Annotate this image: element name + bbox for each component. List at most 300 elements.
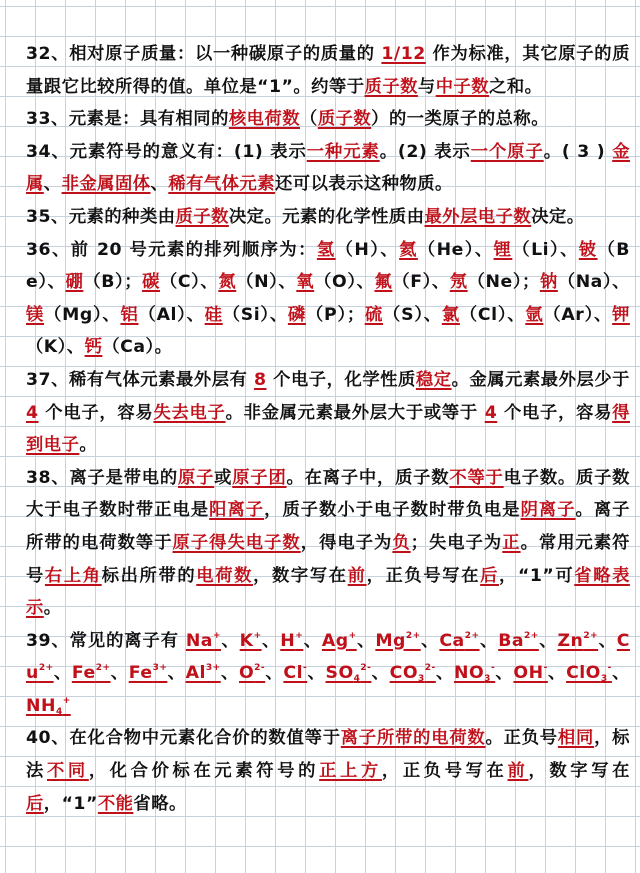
note-text bbox=[214, 468, 232, 488]
term-text: 电子数。质子数大于电子数时带正电是 bbox=[26, 467, 630, 521]
highlighted-term bbox=[98, 794, 134, 814]
term-text: 38、离子是带电的 bbox=[26, 467, 178, 488]
note-text bbox=[495, 663, 513, 683]
note-text bbox=[83, 272, 142, 292]
note-text bbox=[489, 77, 542, 97]
term-text: 氦 bbox=[399, 239, 418, 260]
highlighted-term bbox=[173, 533, 301, 553]
term-text: 质子数 bbox=[364, 76, 418, 97]
highlighted-term bbox=[280, 631, 303, 651]
note-text bbox=[26, 142, 307, 162]
note-text bbox=[253, 566, 348, 586]
highlighted-term bbox=[142, 272, 160, 292]
term-text: （Mg）、 bbox=[44, 304, 121, 325]
term-text: 离子所带的电荷数 bbox=[340, 728, 486, 749]
term-text: ，“1” bbox=[43, 793, 98, 814]
note-text bbox=[300, 109, 318, 129]
term-text: CO bbox=[389, 663, 419, 684]
highlighted-term bbox=[288, 305, 306, 325]
note-37 bbox=[26, 364, 630, 462]
term-text: （Ar）、 bbox=[543, 304, 613, 325]
term-text: 非金属固体 bbox=[61, 174, 151, 195]
charge-superscript: + bbox=[348, 630, 357, 641]
term-text: 碳 bbox=[142, 272, 161, 293]
highlighted-term bbox=[317, 240, 336, 260]
highlighted-term bbox=[449, 468, 503, 488]
term-text: 铍 bbox=[578, 239, 598, 260]
chemistry-notes-sheet bbox=[26, 38, 630, 820]
term-text: 中子数 bbox=[435, 76, 490, 97]
term-text: 氟 bbox=[374, 272, 393, 293]
highlighted-term bbox=[557, 631, 598, 651]
term-text: 决定。元素的化学性质由 bbox=[228, 206, 425, 227]
term-text: ，标法 bbox=[26, 728, 630, 782]
highlighted-term bbox=[85, 337, 103, 357]
charge-superscript: 2+ bbox=[95, 663, 111, 674]
term-text: 。常用元素符号 bbox=[26, 532, 630, 586]
note-40 bbox=[26, 722, 630, 820]
term-text: 后 bbox=[480, 565, 500, 586]
highlighted-term bbox=[416, 370, 452, 390]
highlighted-term bbox=[540, 272, 558, 292]
charge-superscript: + bbox=[295, 630, 304, 641]
term-text: （Si）、 bbox=[222, 304, 288, 325]
note-text bbox=[314, 272, 374, 292]
highlighted-term bbox=[196, 566, 253, 586]
note-text bbox=[303, 631, 322, 651]
note-text bbox=[598, 631, 617, 651]
term-text: 还可以表示这种物质。 bbox=[275, 174, 453, 195]
note-text bbox=[267, 370, 416, 390]
note-text bbox=[452, 370, 630, 390]
term-text: 硼 bbox=[65, 272, 84, 293]
term-text: 阳离子 bbox=[209, 500, 265, 521]
term-text: 一种元素 bbox=[306, 141, 380, 162]
subscript: 3 bbox=[484, 674, 491, 685]
term-text: 、 bbox=[307, 663, 326, 684]
highlighted-term bbox=[296, 272, 314, 292]
term-text: 前 bbox=[347, 565, 367, 586]
highlighted-term bbox=[392, 533, 410, 553]
highlighted-term bbox=[365, 305, 383, 325]
highlighted-term bbox=[558, 728, 594, 748]
note-text bbox=[421, 631, 440, 651]
term-text: 。 bbox=[79, 435, 98, 456]
term-text: （Ne）； bbox=[467, 272, 540, 293]
highlighted-term bbox=[26, 794, 44, 814]
note-text bbox=[160, 272, 218, 292]
term-text: ，正负号写在 bbox=[381, 761, 508, 782]
term-text: 氖 bbox=[449, 272, 468, 293]
term-text: K bbox=[239, 630, 254, 651]
note-text bbox=[111, 663, 129, 683]
note-text bbox=[167, 663, 185, 683]
term-text: Na bbox=[185, 630, 213, 651]
term-text: 。金属元素最外层少于 bbox=[451, 369, 630, 390]
note-text bbox=[229, 207, 425, 227]
charge-superscript: 2- bbox=[424, 663, 436, 674]
note-text bbox=[306, 305, 365, 325]
term-text: 34、元素符号的意义有：(1) 表示 bbox=[26, 141, 307, 162]
charge-superscript: 3+ bbox=[152, 663, 168, 674]
term-text: 、 bbox=[420, 630, 440, 651]
note-text bbox=[371, 109, 549, 129]
term-text: SO bbox=[325, 663, 354, 684]
term-text: 原子 bbox=[177, 467, 215, 488]
highlighted-term bbox=[381, 44, 425, 64]
highlighted-term bbox=[62, 174, 151, 194]
term-text: 33、元素是：具有相同的 bbox=[26, 109, 229, 130]
term-text: 、 bbox=[265, 663, 284, 684]
term-text: 。 bbox=[43, 598, 62, 619]
highlighted-term bbox=[318, 109, 371, 129]
note-35 bbox=[26, 201, 630, 234]
term-text: 决定。 bbox=[531, 206, 585, 227]
highlighted-term bbox=[341, 728, 486, 748]
highlighted-term bbox=[442, 305, 460, 325]
note-33 bbox=[26, 103, 630, 136]
note-text bbox=[380, 142, 471, 162]
term-text: 氮 bbox=[218, 272, 237, 293]
term-text: OH bbox=[513, 663, 544, 684]
note-text bbox=[44, 305, 120, 325]
highlighted-term bbox=[579, 240, 598, 260]
note-text bbox=[26, 44, 381, 64]
term-text: 作为标准，其它原子的质量跟它比较所得的值。单位是“1”。约等于 bbox=[26, 44, 630, 97]
note-text bbox=[539, 631, 558, 651]
highlighted-term bbox=[45, 566, 102, 586]
term-text: 、 bbox=[167, 663, 186, 684]
highlighted-term bbox=[319, 761, 382, 781]
term-text: 32、相对原子质量：以一种碳原子的质量的 bbox=[26, 44, 382, 64]
subscript: 4 bbox=[55, 706, 63, 717]
term-text: 、 bbox=[538, 630, 558, 651]
highlighted-term bbox=[120, 305, 138, 325]
highlighted-term bbox=[283, 663, 307, 683]
term-text: ）的一类原子的总称。 bbox=[371, 109, 549, 130]
term-text: （Be）、 bbox=[26, 239, 630, 293]
highlighted-term bbox=[390, 663, 436, 683]
highlighted-term bbox=[502, 533, 520, 553]
highlighted-term bbox=[436, 77, 489, 97]
note-text bbox=[221, 631, 240, 651]
term-text: 一个原子 bbox=[470, 141, 544, 162]
term-text: 、 bbox=[598, 630, 617, 651]
highlighted-term bbox=[307, 142, 380, 162]
term-text: 。非金属元素最外层大于或等于 bbox=[225, 402, 485, 423]
term-text: 钙 bbox=[84, 337, 103, 358]
term-text: 或 bbox=[214, 467, 233, 488]
note-text bbox=[26, 207, 176, 227]
highlighted-term bbox=[454, 663, 495, 683]
term-text: H bbox=[280, 630, 296, 651]
note-36 bbox=[26, 234, 630, 364]
term-text: Ba bbox=[498, 630, 525, 651]
term-text: 钠 bbox=[539, 272, 558, 293]
term-text: 、 bbox=[110, 663, 129, 684]
charge-superscript: - bbox=[607, 663, 612, 674]
note-text bbox=[236, 272, 296, 292]
note-text bbox=[39, 403, 154, 423]
note-text bbox=[371, 663, 389, 683]
term-text: 个电子，容易 bbox=[497, 402, 613, 423]
term-text: （F）、 bbox=[392, 272, 450, 293]
term-text: 标出所带的 bbox=[101, 565, 197, 586]
note-text bbox=[44, 174, 62, 194]
note-text bbox=[392, 272, 449, 292]
term-text: Al bbox=[185, 663, 206, 684]
note-text bbox=[275, 174, 453, 194]
highlighted-term bbox=[365, 77, 418, 97]
term-text: （ bbox=[300, 109, 318, 130]
highlighted-term bbox=[326, 663, 372, 683]
term-text: 硫 bbox=[364, 304, 384, 325]
term-text: 不同 bbox=[46, 761, 89, 782]
term-text: 个电子，化学性质 bbox=[266, 369, 416, 390]
note-text bbox=[383, 305, 442, 325]
highlighted-term bbox=[525, 305, 543, 325]
term-text: NH bbox=[26, 695, 56, 716]
note-text bbox=[133, 794, 186, 814]
highlighted-term bbox=[239, 663, 265, 683]
charge-superscript: 2+ bbox=[38, 663, 54, 674]
highlighted-term bbox=[439, 631, 479, 651]
term-text: 、 bbox=[611, 663, 630, 684]
note-text bbox=[436, 663, 454, 683]
highlighted-term bbox=[232, 468, 286, 488]
highlighted-term bbox=[348, 566, 367, 586]
subscript: 3 bbox=[600, 674, 608, 685]
highlighted-term bbox=[240, 631, 262, 651]
term-text: 不能 bbox=[97, 793, 134, 814]
note-text bbox=[221, 663, 239, 683]
note-text bbox=[336, 240, 400, 260]
term-text: 失去电子 bbox=[153, 402, 226, 423]
highlighted-term bbox=[168, 174, 275, 194]
term-text: 铝 bbox=[120, 304, 139, 325]
term-text: 4 bbox=[484, 402, 498, 423]
highlighted-term bbox=[494, 240, 513, 260]
term-text: Cl bbox=[283, 663, 304, 684]
note-34 bbox=[26, 136, 630, 201]
term-text: 右上角 bbox=[44, 565, 102, 586]
highlighted-term bbox=[186, 663, 221, 683]
term-text: 磷 bbox=[287, 304, 306, 325]
term-text: 锂 bbox=[493, 239, 513, 260]
term-text: 正 bbox=[502, 532, 521, 553]
term-text: 金属 bbox=[26, 141, 630, 195]
term-text: 37、稀有气体元素最外层有 bbox=[26, 369, 254, 390]
highlighted-term bbox=[26, 305, 44, 325]
note-text bbox=[26, 240, 317, 260]
term-text: Ca bbox=[439, 630, 465, 651]
term-text: 最外层电子数 bbox=[424, 206, 532, 227]
term-text: 1/12 bbox=[381, 44, 426, 64]
charge-superscript: 2+ bbox=[583, 630, 599, 641]
note-text bbox=[151, 174, 169, 194]
highlighted-term bbox=[480, 566, 499, 586]
highlighted-term bbox=[47, 761, 89, 781]
highlighted-term bbox=[375, 631, 420, 651]
note-text bbox=[26, 370, 254, 390]
subscript: 4 bbox=[353, 674, 361, 685]
term-text: ，正负号写在 bbox=[366, 565, 481, 586]
note-39 bbox=[26, 625, 630, 723]
highlighted-term bbox=[513, 663, 547, 683]
note-text bbox=[89, 761, 319, 781]
charge-superscript: 2- bbox=[254, 663, 266, 674]
term-text: 个电子，容易 bbox=[38, 402, 154, 423]
highlighted-term bbox=[218, 272, 236, 292]
term-text: 、 bbox=[53, 663, 72, 684]
note-text bbox=[44, 794, 98, 814]
term-text: 8 bbox=[254, 369, 267, 390]
note-text bbox=[139, 305, 205, 325]
note-text bbox=[226, 403, 485, 423]
note-text bbox=[26, 337, 85, 357]
term-text: ClO bbox=[566, 663, 601, 684]
term-text: 前 bbox=[507, 761, 529, 782]
term-text: 、 bbox=[495, 663, 514, 684]
note-text bbox=[468, 272, 540, 292]
term-text: 氢 bbox=[316, 239, 336, 260]
note-text bbox=[418, 77, 436, 97]
term-text: 。(2) 表示 bbox=[379, 141, 471, 162]
charge-superscript: - bbox=[303, 663, 308, 674]
term-text: 电荷数 bbox=[196, 565, 254, 586]
highlighted-term bbox=[471, 142, 544, 162]
term-text: 硅 bbox=[204, 304, 223, 325]
term-text: 、 bbox=[43, 174, 62, 195]
highlighted-term bbox=[176, 207, 229, 227]
note-text bbox=[480, 631, 499, 651]
note-text bbox=[79, 435, 97, 455]
note-text bbox=[264, 500, 520, 520]
note-text bbox=[357, 631, 376, 651]
term-text: 、 bbox=[261, 630, 281, 651]
term-text: 、 bbox=[547, 663, 567, 684]
note-text bbox=[418, 240, 494, 260]
highlighted-term bbox=[26, 403, 39, 423]
term-text: 镁 bbox=[26, 304, 45, 325]
term-text: 省略。 bbox=[133, 793, 187, 814]
term-text: （H）、 bbox=[335, 239, 400, 260]
term-text: 、 bbox=[356, 630, 376, 651]
note-text bbox=[265, 663, 283, 683]
note-text bbox=[531, 207, 584, 227]
highlighted-term bbox=[178, 468, 214, 488]
term-text: ，得电子为 bbox=[300, 532, 393, 553]
note-text bbox=[382, 761, 508, 781]
term-text: Ag bbox=[321, 630, 349, 651]
term-text: 、 bbox=[221, 630, 240, 651]
highlighted-term bbox=[521, 500, 576, 520]
note-text bbox=[26, 631, 186, 651]
term-text: 相同 bbox=[557, 728, 595, 749]
note-text bbox=[287, 468, 450, 488]
term-text: （Cl）、 bbox=[459, 304, 526, 325]
term-text: 得到电子 bbox=[26, 402, 630, 456]
term-text: 。正负号 bbox=[485, 728, 558, 749]
note-text bbox=[486, 728, 558, 748]
term-text: 原子得失电子数 bbox=[172, 532, 301, 553]
note-text bbox=[26, 468, 178, 488]
note-text bbox=[548, 663, 566, 683]
note-text bbox=[543, 305, 612, 325]
highlighted-term bbox=[322, 631, 357, 651]
term-text: 核电荷数 bbox=[228, 109, 301, 130]
term-text: 氯 bbox=[441, 304, 460, 325]
term-text: 钾 bbox=[612, 304, 630, 325]
term-text: 40、在化合物中元素化合价的数值等于 bbox=[26, 728, 341, 749]
note-32 bbox=[26, 38, 630, 103]
term-text: 稳定 bbox=[415, 369, 452, 390]
note-text bbox=[26, 728, 341, 748]
term-text: 36、前 20 号元素的排列顺序为： bbox=[26, 239, 317, 260]
highlighted-term bbox=[26, 696, 71, 716]
note-text bbox=[102, 566, 197, 586]
term-text: 正上方 bbox=[319, 761, 382, 782]
term-text: （Li）、 bbox=[512, 239, 579, 260]
charge-superscript: 2+ bbox=[524, 630, 539, 641]
highlighted-term bbox=[72, 663, 111, 683]
note-text bbox=[26, 109, 229, 129]
term-text: ，“1”可 bbox=[499, 565, 575, 586]
note-text bbox=[544, 142, 613, 162]
highlighted-term bbox=[374, 272, 392, 292]
highlighted-term bbox=[450, 272, 468, 292]
note-text bbox=[460, 305, 525, 325]
highlighted-term bbox=[566, 663, 612, 683]
note-text bbox=[558, 272, 630, 292]
term-text: 、 bbox=[150, 174, 169, 195]
highlighted-term bbox=[498, 631, 539, 651]
highlighted-term bbox=[508, 761, 529, 781]
term-text: 质子数 bbox=[175, 206, 229, 227]
term-text: 与 bbox=[417, 76, 436, 97]
term-text: （Na）、 bbox=[557, 272, 630, 293]
note-text bbox=[301, 533, 393, 553]
term-text: 稀有气体元素 bbox=[168, 174, 276, 195]
term-text: （P）； bbox=[305, 304, 365, 325]
term-text: ，化合价标在元素符号的 bbox=[88, 761, 320, 782]
charge-superscript: 2- bbox=[360, 663, 372, 674]
term-text: （K）、 bbox=[26, 337, 85, 358]
term-text: 省略表示 bbox=[26, 565, 630, 619]
term-text: （C）、 bbox=[160, 272, 219, 293]
term-text: ；失电子为 bbox=[410, 532, 503, 553]
term-text: Zn bbox=[557, 630, 584, 651]
charge-superscript: + bbox=[62, 695, 71, 706]
term-text: 之和。 bbox=[489, 76, 543, 97]
term-text: 。离子所带的电荷数等于 bbox=[26, 500, 630, 553]
term-text: （S）、 bbox=[383, 304, 442, 325]
term-text: 39、常见的离子有 bbox=[26, 630, 186, 651]
highlighted-term bbox=[209, 500, 264, 520]
highlighted-term bbox=[129, 663, 168, 683]
term-text: （Ca）。 bbox=[102, 337, 173, 358]
note-text bbox=[612, 663, 630, 683]
term-text: Cu bbox=[26, 630, 630, 684]
term-text: 、 bbox=[435, 663, 455, 684]
term-text: （O）、 bbox=[314, 272, 375, 293]
term-text: ，质子数小于电子数时带负电是 bbox=[264, 500, 521, 521]
term-text: 氩 bbox=[525, 304, 544, 325]
term-text: 、 bbox=[220, 663, 239, 684]
highlighted-term bbox=[205, 305, 223, 325]
term-text: （Al）、 bbox=[138, 304, 205, 325]
term-text: 、 bbox=[371, 663, 390, 684]
